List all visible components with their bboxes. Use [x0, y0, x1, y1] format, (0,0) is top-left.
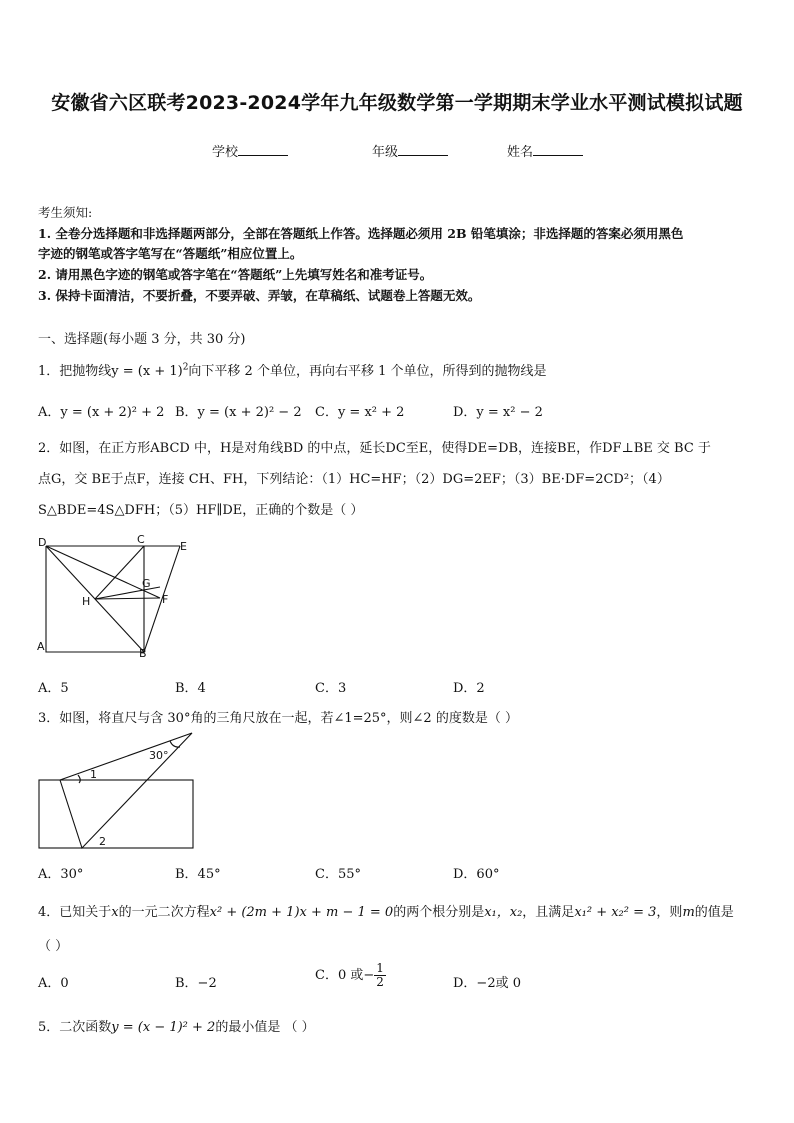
fraction-numerator: 1: [376, 961, 384, 975]
section-heading: 一、选择题(每小题 3 分，共 30 分): [38, 332, 246, 347]
page-title: 安徽省六区联考2023-2024学年九年级数学第一学期期末学业水平测试模拟试题: [51, 92, 743, 114]
q3-option-b[interactable]: B．45°: [175, 867, 221, 882]
q2-option-a[interactable]: A．5: [38, 681, 69, 696]
q4-option-a[interactable]: A．0: [38, 976, 69, 991]
q1-option-d[interactable]: D．y = x² − 2: [453, 405, 543, 420]
q1-option-b[interactable]: B．y = (x + 2)² − 2: [175, 405, 302, 420]
q4-stem-post: ，则: [656, 905, 683, 920]
question-3-stem: 3．如图，将直尺与含 30°角的三角尺放在一起，若∠1=25°，则∠2 的度数是（ ）: [38, 711, 518, 726]
q4-stem-pre: 4．已知关于: [38, 905, 112, 920]
question-2-line-2: 点G，交 BE于点F，连接 CH、FH，下列结论：（1）HC=HF；（2）DG=2EF；（3）BE·DF=2CD²；（4）: [38, 472, 670, 487]
label-c: C: [137, 533, 145, 546]
q1-stem-post: 向下平移 2 个单位，再向右平移 1 个单位，所得到的抛物线是: [188, 364, 547, 379]
q4-answer-paren: （ ）: [38, 939, 69, 954]
school-label: 学校: [212, 145, 239, 160]
name-label: 姓名: [507, 145, 534, 160]
fraction-denominator: 2: [376, 975, 384, 989]
q4-option-b[interactable]: B．−2: [175, 976, 217, 991]
school-field[interactable]: [212, 141, 288, 160]
notice-heading: 考生须知:: [38, 205, 93, 220]
angle-2-label: 2: [99, 835, 106, 848]
q3-ruler-figure: [30, 727, 200, 855]
label-d: D: [38, 536, 47, 549]
line-hf: [95, 598, 160, 599]
q4-option-c-text: C．0 或−: [315, 968, 375, 983]
q4-roots: x₁，x₂: [484, 905, 523, 920]
q5-expression: y = (x − 1)² + 2: [111, 1020, 216, 1035]
q5-stem-pre: 5．二次函数: [38, 1020, 112, 1035]
label-f: F: [162, 593, 169, 606]
question-2-line-3: S△BDE=4S△DFH；（5）HF∥DE，正确的个数是（ ）: [38, 503, 364, 518]
angle-30-arc: [170, 741, 180, 747]
q4-option-d[interactable]: D．−2或 0: [453, 976, 521, 991]
angle-30-label: 30°: [149, 749, 169, 762]
grade-field[interactable]: [372, 141, 448, 160]
q1-expression: y = (x + 1): [111, 364, 183, 379]
q4-stem-mid2: 的两个根分别是: [393, 905, 485, 920]
notice-line-1b: 字迹的钢笔或答字笔写在“答题纸”相应位置上。: [38, 246, 303, 261]
q4-var-x: x: [111, 905, 119, 920]
q4-stem-mid3: ，且满足: [522, 905, 575, 920]
q4-stem-end: 的值是: [694, 905, 734, 920]
q4-equation: x² + (2m + 1)x + m − 1 = 0: [209, 905, 394, 920]
q2-option-b[interactable]: B．4: [175, 681, 206, 696]
q1-option-c[interactable]: C．y = x² + 2: [315, 405, 405, 420]
grade-label: 年级: [372, 145, 399, 160]
grade-blank[interactable]: [398, 142, 448, 156]
q3-option-c[interactable]: C．55°: [315, 867, 361, 882]
question-1-stem: [38, 360, 547, 379]
angle-1-arc: [78, 775, 80, 783]
q4-option-c-fraction: [374, 962, 386, 989]
label-a: A: [37, 640, 45, 653]
label-b: B: [139, 647, 147, 660]
q3-option-a[interactable]: A．30°: [38, 867, 84, 882]
school-blank[interactable]: [238, 142, 288, 156]
q2-option-c[interactable]: C．3: [315, 681, 347, 696]
angle-1-label: 1: [90, 768, 97, 781]
label-h: H: [82, 595, 91, 608]
q3-option-d[interactable]: D．60°: [453, 867, 500, 882]
q2-option-d[interactable]: D．2: [453, 681, 485, 696]
q5-stem-post: 的最小值是 （ ）: [215, 1020, 315, 1035]
q4-option-c[interactable]: [315, 962, 386, 989]
name-field[interactable]: [507, 141, 583, 160]
q1-stem-pre: 1．把抛物线: [38, 364, 112, 379]
label-g: G: [142, 577, 151, 590]
notice-line-1a: 1. 全卷分选择题和非选择题两部分，全部在答题纸上作答。选择题必须用 2B 铅笔填涂；非选择题的答案必须用黑色: [38, 226, 684, 241]
q1-exponent: 2: [182, 362, 189, 373]
q1-option-a[interactable]: A．y = (x + 2)² + 2: [38, 405, 165, 420]
triangle-ruler: [60, 733, 192, 848]
notice-line-3: 3. 保持卡面清洁，不要折叠，不要弄破、弄皱，在草稿纸、试题卷上答题无效。: [38, 288, 481, 303]
q4-var-m: m: [682, 905, 695, 920]
question-5-stem: [38, 1016, 315, 1035]
question-2-line-1: 2．如图，在正方形ABCD 中，H是对角线BD 的中点，延长DC至E，使得DE=DB，连接BE，作DF⊥BE 交 BC 于: [38, 441, 711, 456]
question-4-stem: [38, 901, 734, 920]
q4-stem-mid: 的一元二次方程: [118, 905, 210, 920]
q2-square-figure: [30, 532, 200, 660]
q4-condition: x₁² + x₂² = 3: [574, 905, 657, 920]
label-e: E: [180, 540, 187, 553]
notice-line-2: 2. 请用黑色字迹的钢笔或答字笔在“答题纸”上先填写姓名和准考证号。: [38, 267, 433, 282]
ruler-rectangle: [39, 780, 193, 848]
name-blank[interactable]: [533, 142, 583, 156]
